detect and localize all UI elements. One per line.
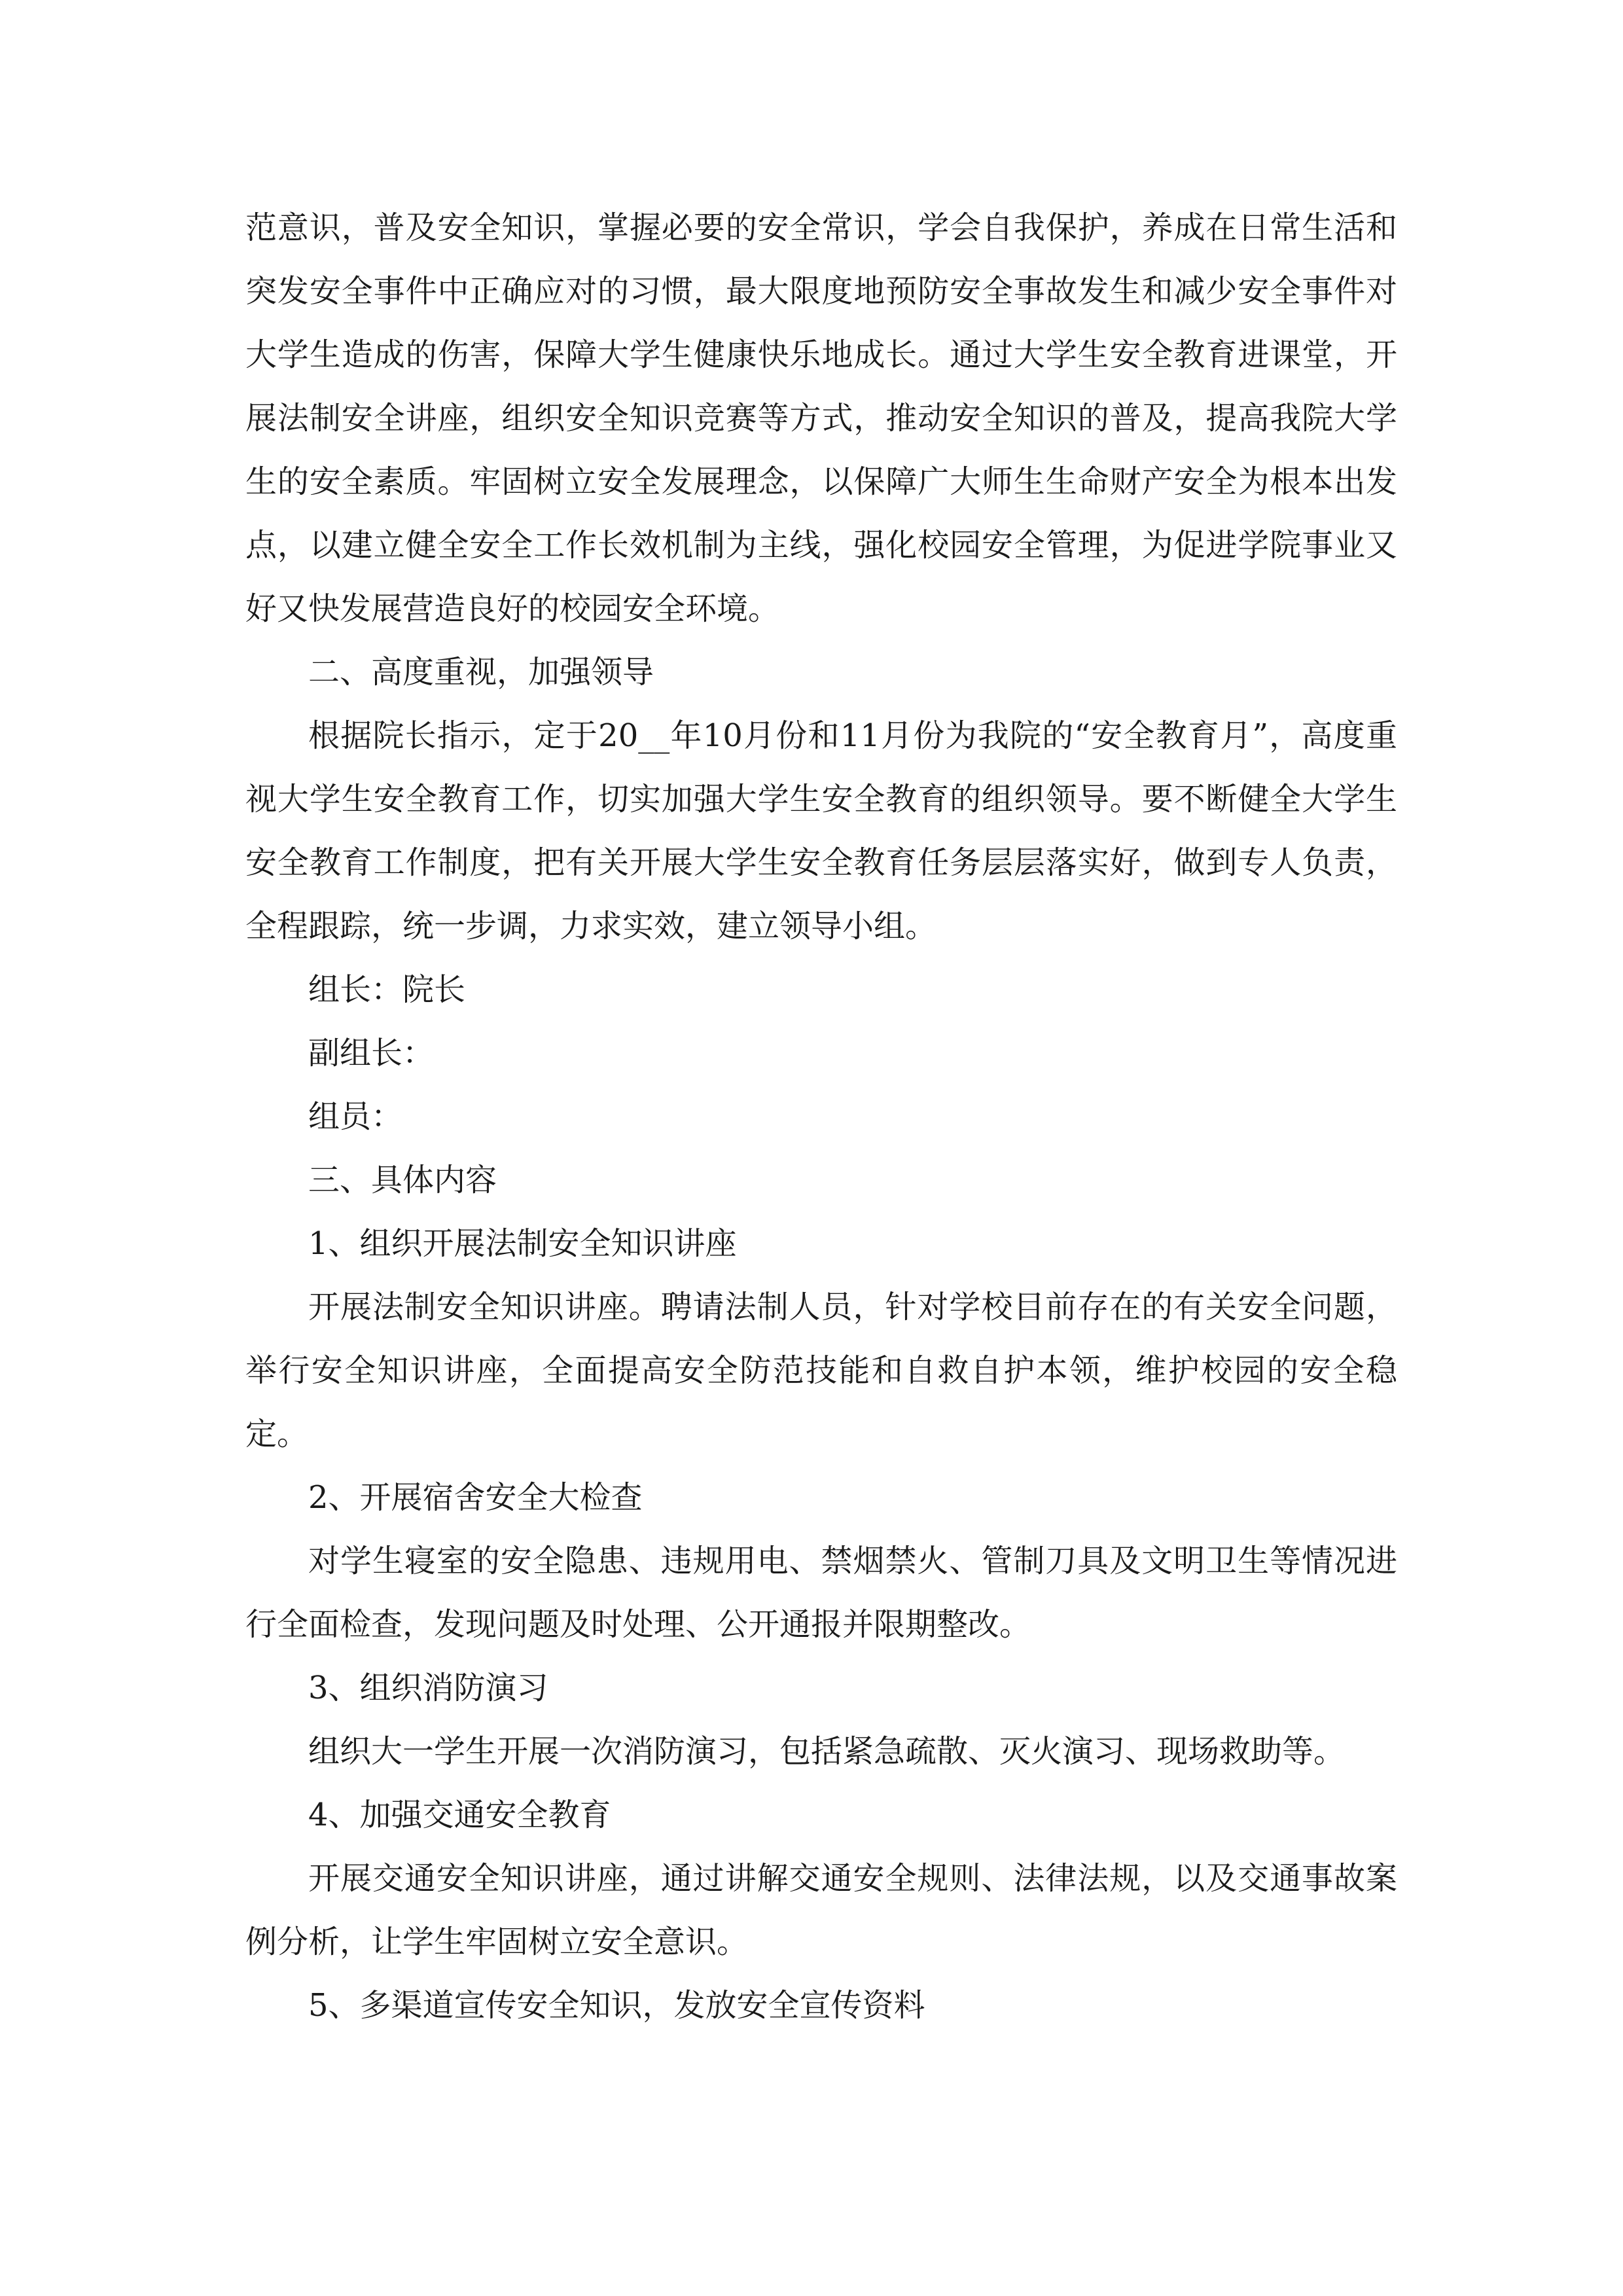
paragraph-continued: 范意识，普及安全知识，掌握必要的安全常识，学会自我保护，养成在日常生活和突发安全事件中正确应对的习惯，最大限度地预防安全事故发生和减少安全事件对大学生造成的伤害，保障大学生健康快乐地成长。通过大学生安全教育进课堂，开展法制安全讲座，组织安全知识竞赛等方式，推动安全知识的普及，提高我院大学生的安全素质。牢固树立安全发展理念，以保障广大师生生命财产安全为根本出发点，以建立健全安全工作长效机制为主线，强化校园安全管理，为促进学院事业又好又快发展营造良好的校园安全环境。 (245, 209, 1397, 627)
document-body (245, 196, 1397, 2037)
paragraph: 开展交通安全知识讲座，通过讲解交通安全规则、法律法规，以及交通事故案例分析，让学生牢固树立安全意识。 (245, 1860, 1397, 1960)
subheading-1: 1、组织开展法制安全知识讲座 (308, 1225, 737, 1262)
subheading-3: 3、组织消防演习 (308, 1670, 548, 1706)
members-line: 组员： (308, 1098, 403, 1135)
subheading-2: 2、开展宿舍安全大检查 (308, 1479, 643, 1516)
subheading-5: 5、多渠道宣传安全知识，发放安全宣传资料 (308, 1987, 925, 2024)
paragraph: 对学生寝室的安全隐患、违规用电、禁烟禁火、管制刀具及文明卫生等情况进行全面检查，发现问题及时处理、公开通报并限期整改。 (245, 1543, 1397, 1643)
section-heading-2: 二、高度重视，加强领导 (308, 654, 654, 691)
paragraph: 根据院长指示，定于20__年10月份和11月份为我院的“安全教育月”，高度重视大学生安全教育工作，切实加强大学生安全教育的组织领导。要不断健全大学生安全教育工作制度，把有关开展大学生安全教育任务层层落实好，做到专人负责，全程跟踪，统一步调，力求实效，建立领导小组。 (245, 717, 1397, 944)
section-heading-3: 三、具体内容 (308, 1162, 497, 1198)
paragraph: 组织大一学生开展一次消防演习，包括紧急疏散、灭火演习、现场救助等。 (308, 1733, 1346, 1770)
subheading-4: 4、加强交通安全教育 (308, 1797, 611, 1833)
deputy-leader-line: 副组长： (308, 1035, 435, 1071)
paragraph: 开展法制安全知识讲座。聘请法制人员，针对学校目前存在的有关安全问题，举行安全知识讲座，全面提高安全防范技能和自救自护本领，维护校园的安全稳定。 (245, 1289, 1397, 1452)
group-leader-line: 组长：院长 (308, 971, 466, 1008)
